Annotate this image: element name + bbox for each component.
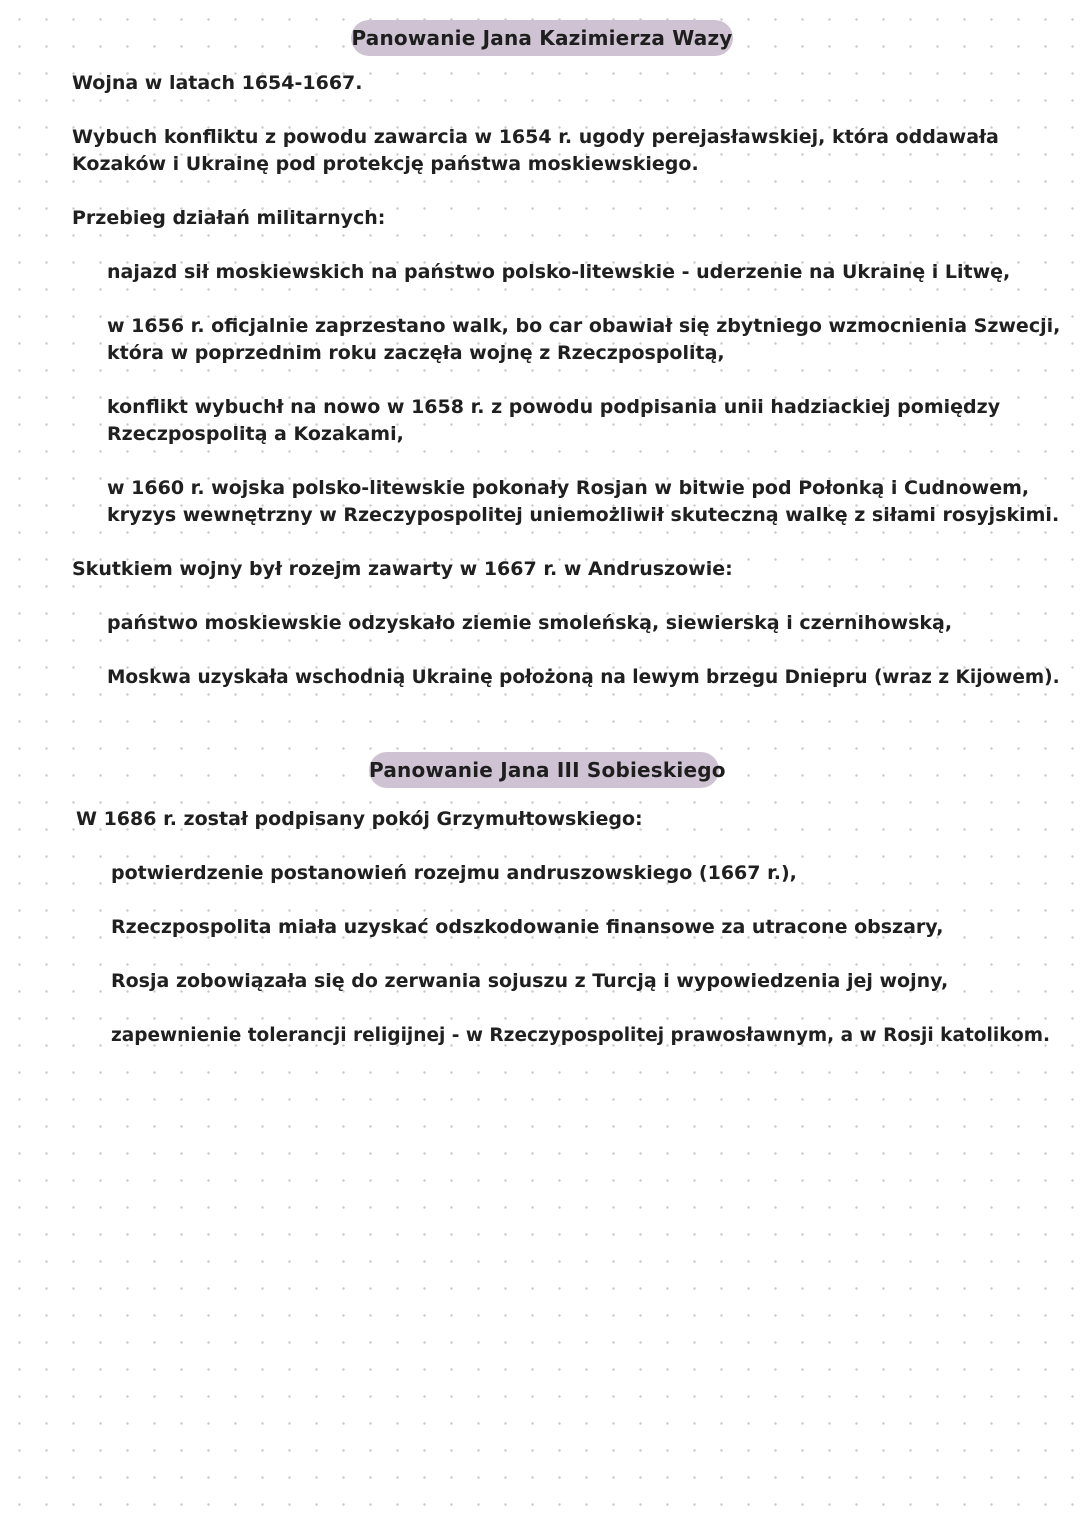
section-heading-jan-kazimierz: Panowanie Jana Kazimierza Wazy <box>351 20 733 56</box>
effects-item-2: Moskwa uzyskała wschodnią Ukrainę położoną na lewym brzegu Dniepru (wraz z Kijowem). <box>107 667 1060 688</box>
section-heading-jan-iii-sobieski: Panowanie Jana III Sobieskiego <box>369 752 719 788</box>
military-item-1: najazd sił moskiewskich na państwo polsko-litewskie - uderzenie na Ukrainę i Litwę, <box>107 261 1011 283</box>
war-cause-line-2: Kozaków i Ukrainę pod protekcję państwa moskiewskiego. <box>72 153 699 175</box>
military-item-2-line-1: w 1656 r. oficjalnie zaprzestano walk, bo car obawiał się zbytniego wzmocnienia Szwecji, <box>107 315 1061 337</box>
effects-item-1: państwo moskiewskie odzyskało ziemie smoleńską, siewierską i czernihowską, <box>107 612 953 634</box>
military-item-2-line-2: która w poprzednim roku zaczęła wojnę z Rzeczpospolitą, <box>107 342 725 364</box>
military-item-4-line-2: kryzys wewnętrzny w Rzeczypospolitej uniemożliwił skuteczną walkę z siłami rosyjskimi. <box>107 504 1060 526</box>
treaty-item-1: potwierdzenie postanowień rozejmu andruszowskiego (1667 r.), <box>111 862 797 884</box>
military-item-3-line-1: konflikt wybuchł na nowo w 1658 r. z powodu podpisania unii hadziackiej pomiędzy <box>107 396 1001 418</box>
military-item-3-line-2: Rzeczpospolitą a Kozakami, <box>107 423 404 445</box>
war-title: Wojna w latach 1654-1667. <box>72 72 363 94</box>
treaty-item-2: Rzeczpospolita miała uzyskać odszkodowanie finansowe za utracone obszary, <box>111 916 944 938</box>
treaty-item-3: Rosja zobowiązała się do zerwania sojuszu z Turcją i wypowiedzenia jej wojny, <box>111 970 949 992</box>
war-effects-heading: Skutkiem wojny był rozejm zawarty w 1667 r. w Andruszowie: <box>72 558 733 580</box>
treaty-heading: W 1686 r. został podpisany pokój Grzymułtowskiego: <box>76 808 643 830</box>
treaty-item-4: zapewnienie tolerancji religijnej - w Rzeczypospolitej prawosławnym, a w Rosji katolikom. <box>111 1025 1051 1046</box>
war-cause-line-1: Wybuch konfliktu z powodu zawarcia w 1654 r. ugody perejasławskiej, która oddawała <box>72 126 999 148</box>
military-actions-heading: Przebieg działań militarnych: <box>72 207 386 229</box>
military-item-4-line-1: w 1660 r. wojska polsko-litewskie pokonały Rosjan w bitwie pod Połonką i Cudnowem, <box>107 477 1030 499</box>
